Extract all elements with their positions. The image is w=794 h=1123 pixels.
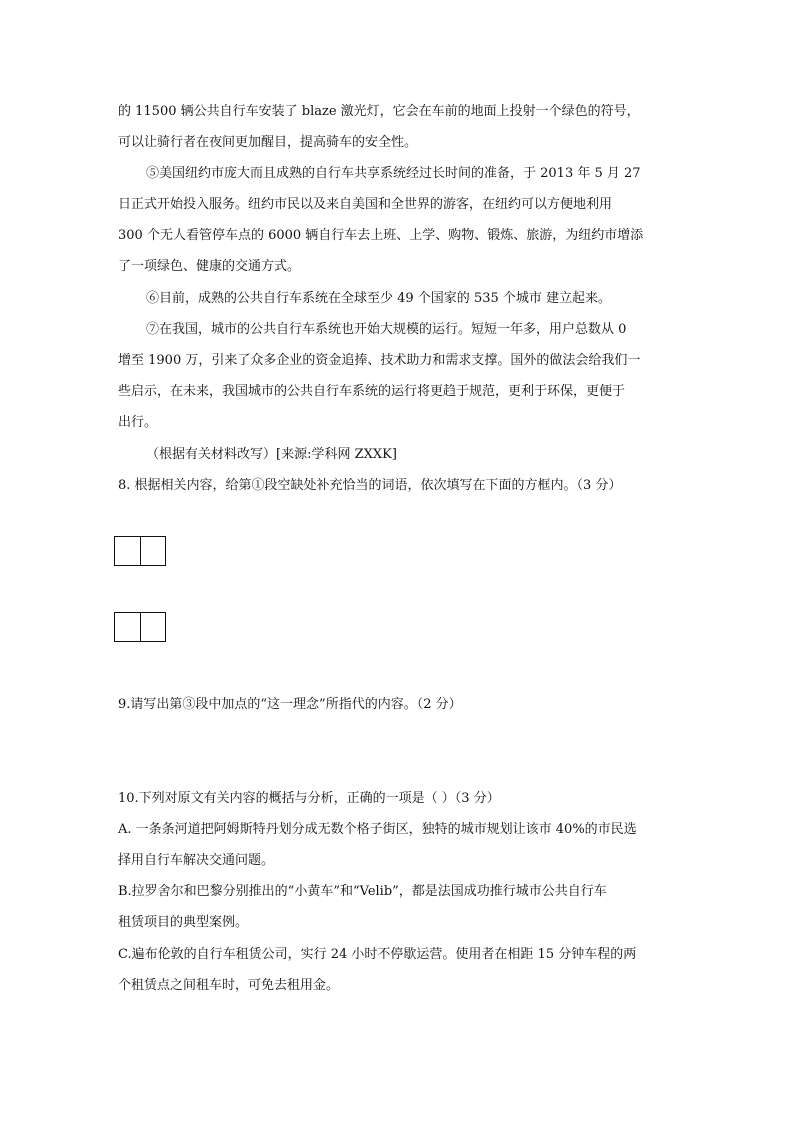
paragraph-line: 300 个无人看管停车点的 6000 辆自行车去上班、上学、购物、锻炼、旅游，为纽约市增添 [118,228,644,243]
option-b: B.拉罗舍尔和巴黎分别推出的“小黄车”和“Velib”，都是法国成功推行城市公共自行车 [118,884,607,899]
box-divider [140,537,141,565]
paragraph-5-start: ⑤美国纽约市庞大而且成熟的自行车共享系统经过长时间的准备，于 2013 年 5 月 27 [146,166,641,181]
option-a: A. 一条条河道把阿姆斯特丹划分成无数个格子街区，独特的城市规划让该市 40%的市民选 [118,822,637,837]
paragraph-line: 可以让骑行者在夜间更加醒目，提高骑车的安全性。 [118,135,418,150]
question-8: 8. 根据相关内容，给第①段空缺处补充恰当的词语，依次填写在下面的方框内。（3 分） [118,478,622,493]
paragraph-line: 日正式开始投入服务。纽约市民以及来自美国和全世界的游客，在纽约可以方便地利用 [118,197,613,212]
answer-box-1[interactable] [114,536,166,566]
paragraph-line: 出行。 [118,415,158,430]
box-divider [140,613,141,641]
paragraph-6: ⑥目前，成熟的公共自行车系统在全球至少 49 个国家的 535 个城市 建立起来。 [146,291,612,306]
source-note: （根据有关材料改写）[来源:学科网 ZXXK] [146,447,397,462]
paragraph-line: 的 11500 辆公共自行车安装了 blaze 激光灯，它会在车前的地面上投射一个绿色的符号， [118,104,640,119]
option-c-cont: 个租赁点之间租车时，可免去租用金。 [118,978,340,993]
question-9: 9.请写出第③段中加点的“这一理念”所指代的内容。（2 分） [118,697,462,712]
question-10: 10.下列对原文有关内容的概括与分析，正确的一项是（ ）（3 分） [118,791,500,806]
option-c: C.遍布伦敦的自行车租赁公司，实行 24 小时不停歇运营。使用者在相距 15 分钟车程的两 [118,947,637,962]
option-b-cont: 租赁项目的典型案例。 [118,915,249,930]
answer-box-2[interactable] [114,612,166,642]
paragraph-7-start: ⑦在我国，城市的公共自行车系统也开始大规模的运行。短短一年多，用户总数从 0 [146,322,627,337]
paragraph-line: 些启示，在未来，我国城市的公共自行车系统的运行将更趋于规范，更利于环保，更便于 [118,384,626,399]
option-a-cont: 择用自行车解决交通问题。 [118,853,275,868]
paragraph-line: 了一项绿色、健康的交通方式。 [118,259,301,274]
paragraph-line: 增至 1900 万，引来了众多企业的资金追捧、技术助力和需求支撑。国外的做法会给我们一 [118,353,641,368]
